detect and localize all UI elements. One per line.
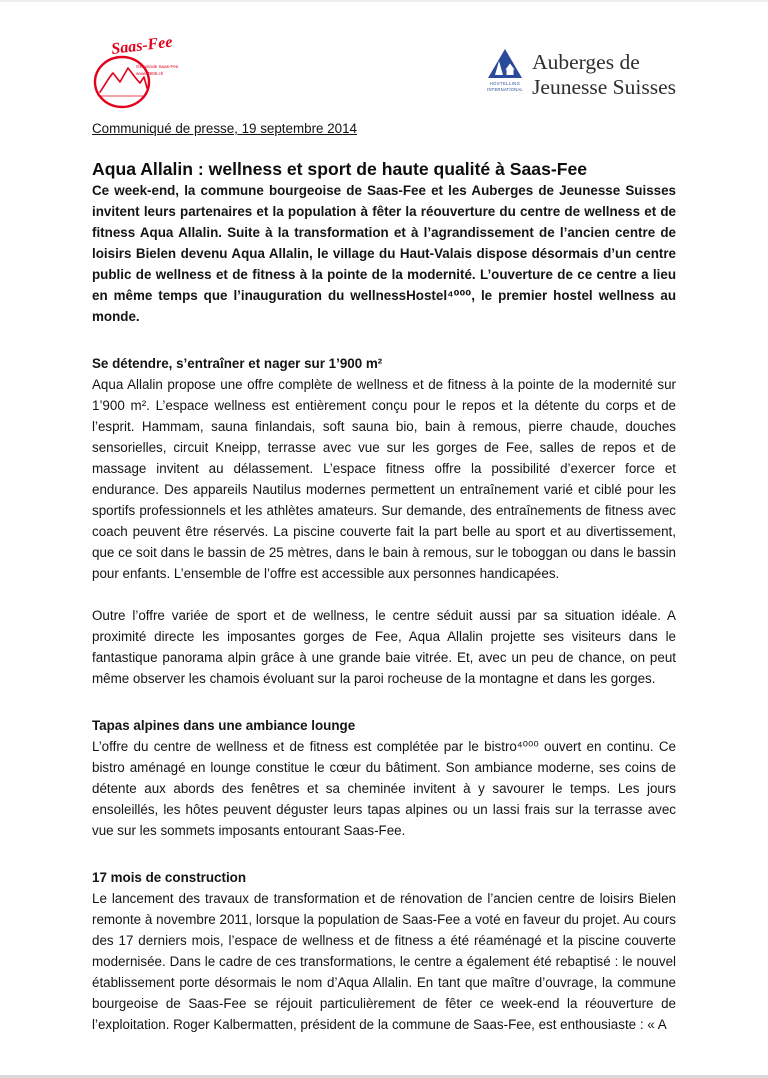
saas-fee-sub-line1: Gemeinde Saas-Fee — [136, 64, 179, 69]
section-heading: Se détendre, s’entraîner et nager sur 1’900 m² — [92, 356, 383, 371]
dateline: Communiqué de presse, 19 septembre 2014 — [92, 121, 357, 136]
hostel-logo-wordmark — [532, 50, 676, 100]
hostel-name-line2: Jeunesse Suisses — [532, 75, 676, 99]
paragraph: Le lancement des travaux de transformation et de rénovation de l’ancien centre de loisirs Bielen remonte à novembre 2011, lorsque la population de Saas-Fee a voté en faveur du projet. Au cours des 17 derniers mois, l’espace de wellness et de fitness a été réaménagé et la piscine couverte modernisée. Dans le cadre de ces transformations, le centre a également été rebaptisé : le nouvel établissement porte désormais le nom d’Aqua Allalin. En tant que maître d’ouvrage, la commune bourgeoise de Saas-Fee se réjouit particulièrement de fêter ce week-end la réouverture de l’exploitation. Roger Kalbermatten, président de la commune de Saas-Fee, est enthousiaste : « A — [92, 891, 676, 1032]
saas-fee-sub-line2: www.3906.ch — [136, 71, 164, 76]
section-heading: 17 mois de construction — [92, 870, 247, 885]
hostelling-text-line1: HOSTELLING — [489, 81, 521, 86]
section-wellness — [92, 353, 676, 689]
saas-fee-logo-graphic — [92, 38, 182, 118]
hostelling-international-icon — [487, 48, 523, 96]
saas-fee-logo — [92, 38, 182, 118]
paragraph: L’offre du centre de wellness et de fitness est complétée par le bistro⁴⁰⁰⁰ ouvert en continu. Ce bistro aménagé en lounge constitue le cœur du bâtiment. Son ambiance moderne, ses coins de détente aux abords des fenêtres et sa cheminée invitent à y savourer le temps. Les jours ensoleillés, les hôtes peuvent déguster leurs tapas alpines ou un lassi frais sur la terrasse avec vue sur les sommets imposants entourant Saas-Fee. — [92, 739, 676, 838]
section-tapas — [92, 715, 676, 841]
header — [92, 38, 676, 118]
saas-fee-script-text: Saas-Fee — [110, 38, 174, 58]
youth-hostels-logo — [487, 48, 676, 100]
hostel-name-line1: Auberges de — [532, 50, 640, 74]
page-title: Aqua Allalin : wellness et sport de haute qualité à Saas-Fee — [92, 159, 588, 179]
paragraph: Outre l’offre variée de sport et de wellness, le centre séduit aussi par sa situation idéale. A proximité directe les imposantes gorges de Fee, Aqua Allalin projette ses visiteurs dans le fantastique panorama alpin grâce à une grande baie vitrée. Et, avec un peu de chance, on peut même observer les chamois évoluant sur la paroi rocheuse de la montagne et dans les gorges. — [92, 608, 676, 686]
lead-paragraph: Ce week-end, la commune bourgeoise de Saas-Fee et les Auberges de Jeunesse Suisses invitent leurs partenaires et la population à fêter la réouverture du centre de wellness et de fitness Aqua Allalin. Suite à la transformation et à l’agrandissement de l’ancien centre de loisirs Bielen devenu Aqua Allalin, le village du Haut-Valais dispose désormais d’un centre public de wellness et de fitness à la pointe de la modernité. L’ouverture de ce centre a lieu en même temps que l’inauguration du wellnessHostel⁴⁰⁰⁰, le premier hostel wellness au monde. — [92, 183, 676, 324]
section-construction — [92, 867, 676, 1035]
paragraph: Aqua Allalin propose une offre complète de wellness et de fitness à la pointe de la modernité sur 1’900 m². L’espace wellness est entièrement conçu pour le repos et la détente du corps et de l’esprit. Hammam, sauna finlandais, soft sauna bio, bain à remous, pierre chaude, douches sensorielles, circuit Kneipp, terrasse avec vue sur les gorges de Fee, salles de repos et de massage invitent au délassement. L’espace fitness offre la possibilité d’exercer force et endurance. Des appareils Nautilus modernes permettent un entraînement varié et ciblé pour les sportifs professionnels et les athlètes amateurs. Sur demande, des entraînements de fitness avec coach peuvent être réservés. La piscine couverte fait la part belle au sport et au divertissement, que ce soit dans le bassin de 25 mètres, dans le bain à remous, sur le toboggan ou dans le bassin pour enfants. L’ensemble de l’offre est accessible aux personnes handicapées. — [92, 377, 676, 581]
document-body — [92, 118, 676, 1035]
section-heading: Tapas alpines dans une ambiance lounge — [92, 718, 356, 733]
hostelling-text-line2: INTERNATIONAL — [487, 87, 523, 92]
